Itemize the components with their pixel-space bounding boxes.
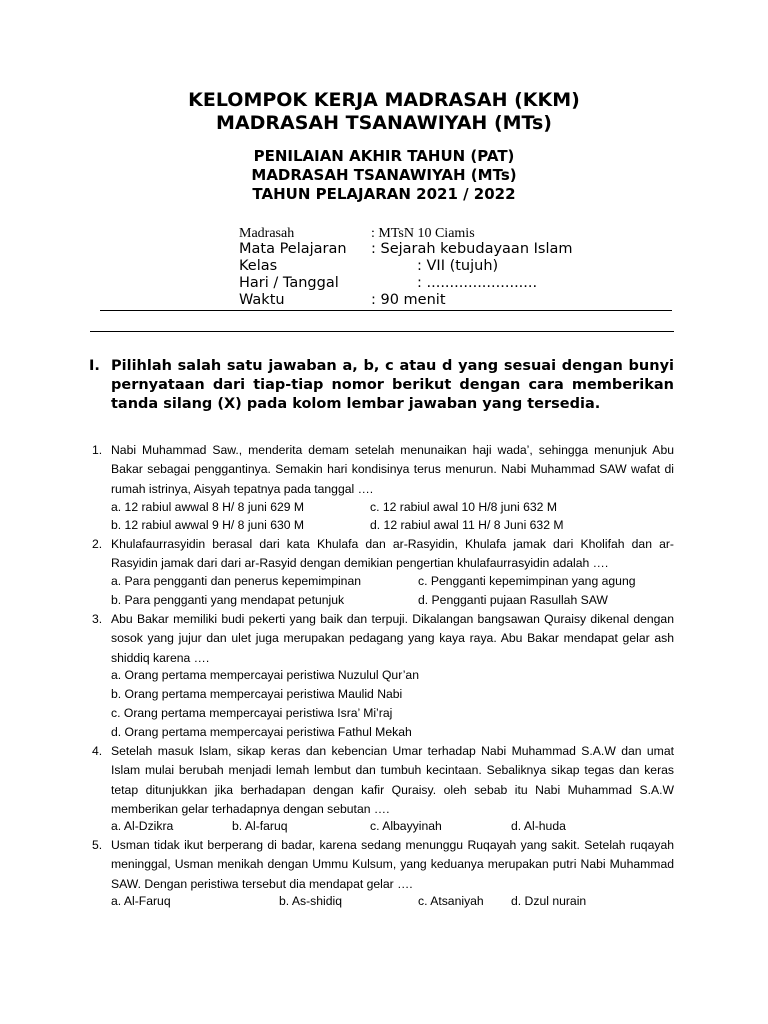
question-2 (92, 535, 674, 574)
question-text: Khulafaurrasyidin berasal dari kata Khulafa dan ar-Rasyidin, Khulafa jamak dari Kholifah dan ar-Rasyidin jamak dari dari ar-Rasyid dengan demikian pengertian khulafaurrasyidin adalah …. (111, 537, 674, 571)
info-label: Mata Pelajaran (239, 241, 347, 257)
option-b: b. Para pengganti yang mendapat petunjuk (111, 593, 345, 607)
question-4 (92, 742, 674, 819)
question-number: 2. (92, 537, 103, 551)
option-c: c. Atsaniyah (418, 894, 484, 908)
section-instruction (89, 357, 674, 414)
exam-school-type: MADRASAH TSANAWIYAH (MTs) (251, 166, 517, 184)
header-school-type: MADRASAH TSANAWIYAH (MTs) (216, 112, 552, 134)
option-d: d. Dzul nurain (511, 894, 587, 908)
info-value: : VII (tujuh) (417, 258, 499, 274)
instruction-text: Pilihlah salah satu jawaban a, b, c atau d yang sesuai dengan bunyi pernyataan dari tiap-tiap nomor berikut dengan cara memberikan tanda silang (X) pada kolom lembar jawaban yang tersedia. (111, 358, 674, 412)
exam-academic-year: TAHUN PELAJARAN 2021 / 2022 (252, 185, 516, 203)
question-5 (92, 836, 674, 894)
info-label: Kelas (239, 258, 278, 274)
section-number: I. (89, 358, 100, 374)
option-c: c. Pengganti kepemimpinan yang agung (418, 574, 636, 588)
question-number: 4. (92, 744, 103, 758)
question-1 (92, 441, 674, 499)
divider-line (100, 310, 672, 311)
option-a: a. Para pengganti dan penerus kepemimpinan (111, 574, 362, 588)
option-c: c. 12 rabiul awal 10 H/8 juni 632 M (370, 500, 557, 514)
info-value: : Sejarah kebudayaan Islam (371, 241, 573, 257)
question-text: Setelah masuk Islam, sikap keras dan kebencian Umar terhadap Nabi Muhammad S.A.W dan umat Islam mulai berubah menjadi lemah lembut dan tumbuh kecintaan. Sebaliknya sikap tegas dan keras tetap ditunjukkan jika berhadapan dengan kafir Quraisy. oleh sebab itu Nabi Muhammad S.A.W memberikan gelar terhadapnya dengan sebutan …. (111, 744, 674, 816)
info-value: : MTsN 10 Ciamis (371, 226, 475, 241)
option-b: b. 12 rabiul awwal 9 H/ 8 juni 630 M (111, 518, 305, 532)
question-text: Nabi Muhammad Saw., menderita demam setelah menunaikan haji wada’, sehingga menunjuk Abu Bakar sebagai penggantinya. Semakin hari kondisinya terus menurun. Nabi Muhammad SAW wafat di rumah istrinya, Aisyah tepatnya pada tanggal …. (111, 443, 674, 496)
info-value: : ........................ (417, 275, 538, 291)
option-a: a. Al-Dzikra (111, 819, 174, 833)
option-b: b. As-shidiq (279, 894, 343, 908)
option-a: a. Al-Faruq (111, 894, 171, 908)
info-label: Madrasah (239, 226, 295, 241)
info-label: Hari / Tanggal (239, 275, 339, 291)
info-value: : 90 menit (371, 292, 446, 308)
option-a: a. Orang pertama mempercayai peristiwa Nuzulul Qur’an (111, 668, 419, 682)
option-b: b. Orang pertama mempercayai peristiwa Maulid Nabi (111, 687, 403, 701)
option-d: d. Orang pertama mempercayai peristiwa Fathul Mekah (111, 725, 412, 739)
header-organization: KELOMPOK KERJA MADRASAH (KKM) (188, 89, 580, 111)
divider-line (90, 331, 674, 332)
question-number: 1. (92, 443, 103, 457)
info-label: Waktu (239, 292, 285, 308)
question-text: Usman tidak ikut berperang di badar, karena sedang menunggu Ruqayah yang sakit. Setelah ruqayah meninggal, Usman menikah dengan Ummu Kulsum, yang keduanya merupakan putri Nabi Muhammad SAW. Dengan peristiwa tersebut dia mendapat gelar …. (111, 838, 674, 891)
question-number: 5. (92, 838, 103, 852)
exam-title: PENILAIAN AKHIR TAHUN (PAT) (253, 147, 515, 165)
question-text: Abu Bakar memiliki budi pekerti yang baik dan terpuji. Dikalangan bangsawan Quraisy dikenal dengan sosok yang jujur dan ulet juga merupakan pedagang yang kaya raya. Abu Bakar mendapat gelar ash shiddiq karena …. (111, 612, 674, 665)
option-b: b. Al-faruq (232, 819, 288, 833)
option-d: d. Al-huda (511, 819, 566, 833)
option-c: c. Albayyinah (370, 819, 442, 833)
question-3 (92, 610, 674, 668)
option-d: d. Pengganti pujaan Rasullah SAW (418, 593, 608, 607)
option-c: c. Orang pertama mempercayai peristiwa Isra’ Mi’raj (111, 706, 393, 720)
option-a: a. 12 rabiul awwal 8 H/ 8 juni 629 M (111, 500, 305, 514)
option-d: d. 12 rabiul awal 11 H/ 8 Juni 632 M (370, 518, 564, 532)
question-number: 3. (92, 612, 103, 626)
